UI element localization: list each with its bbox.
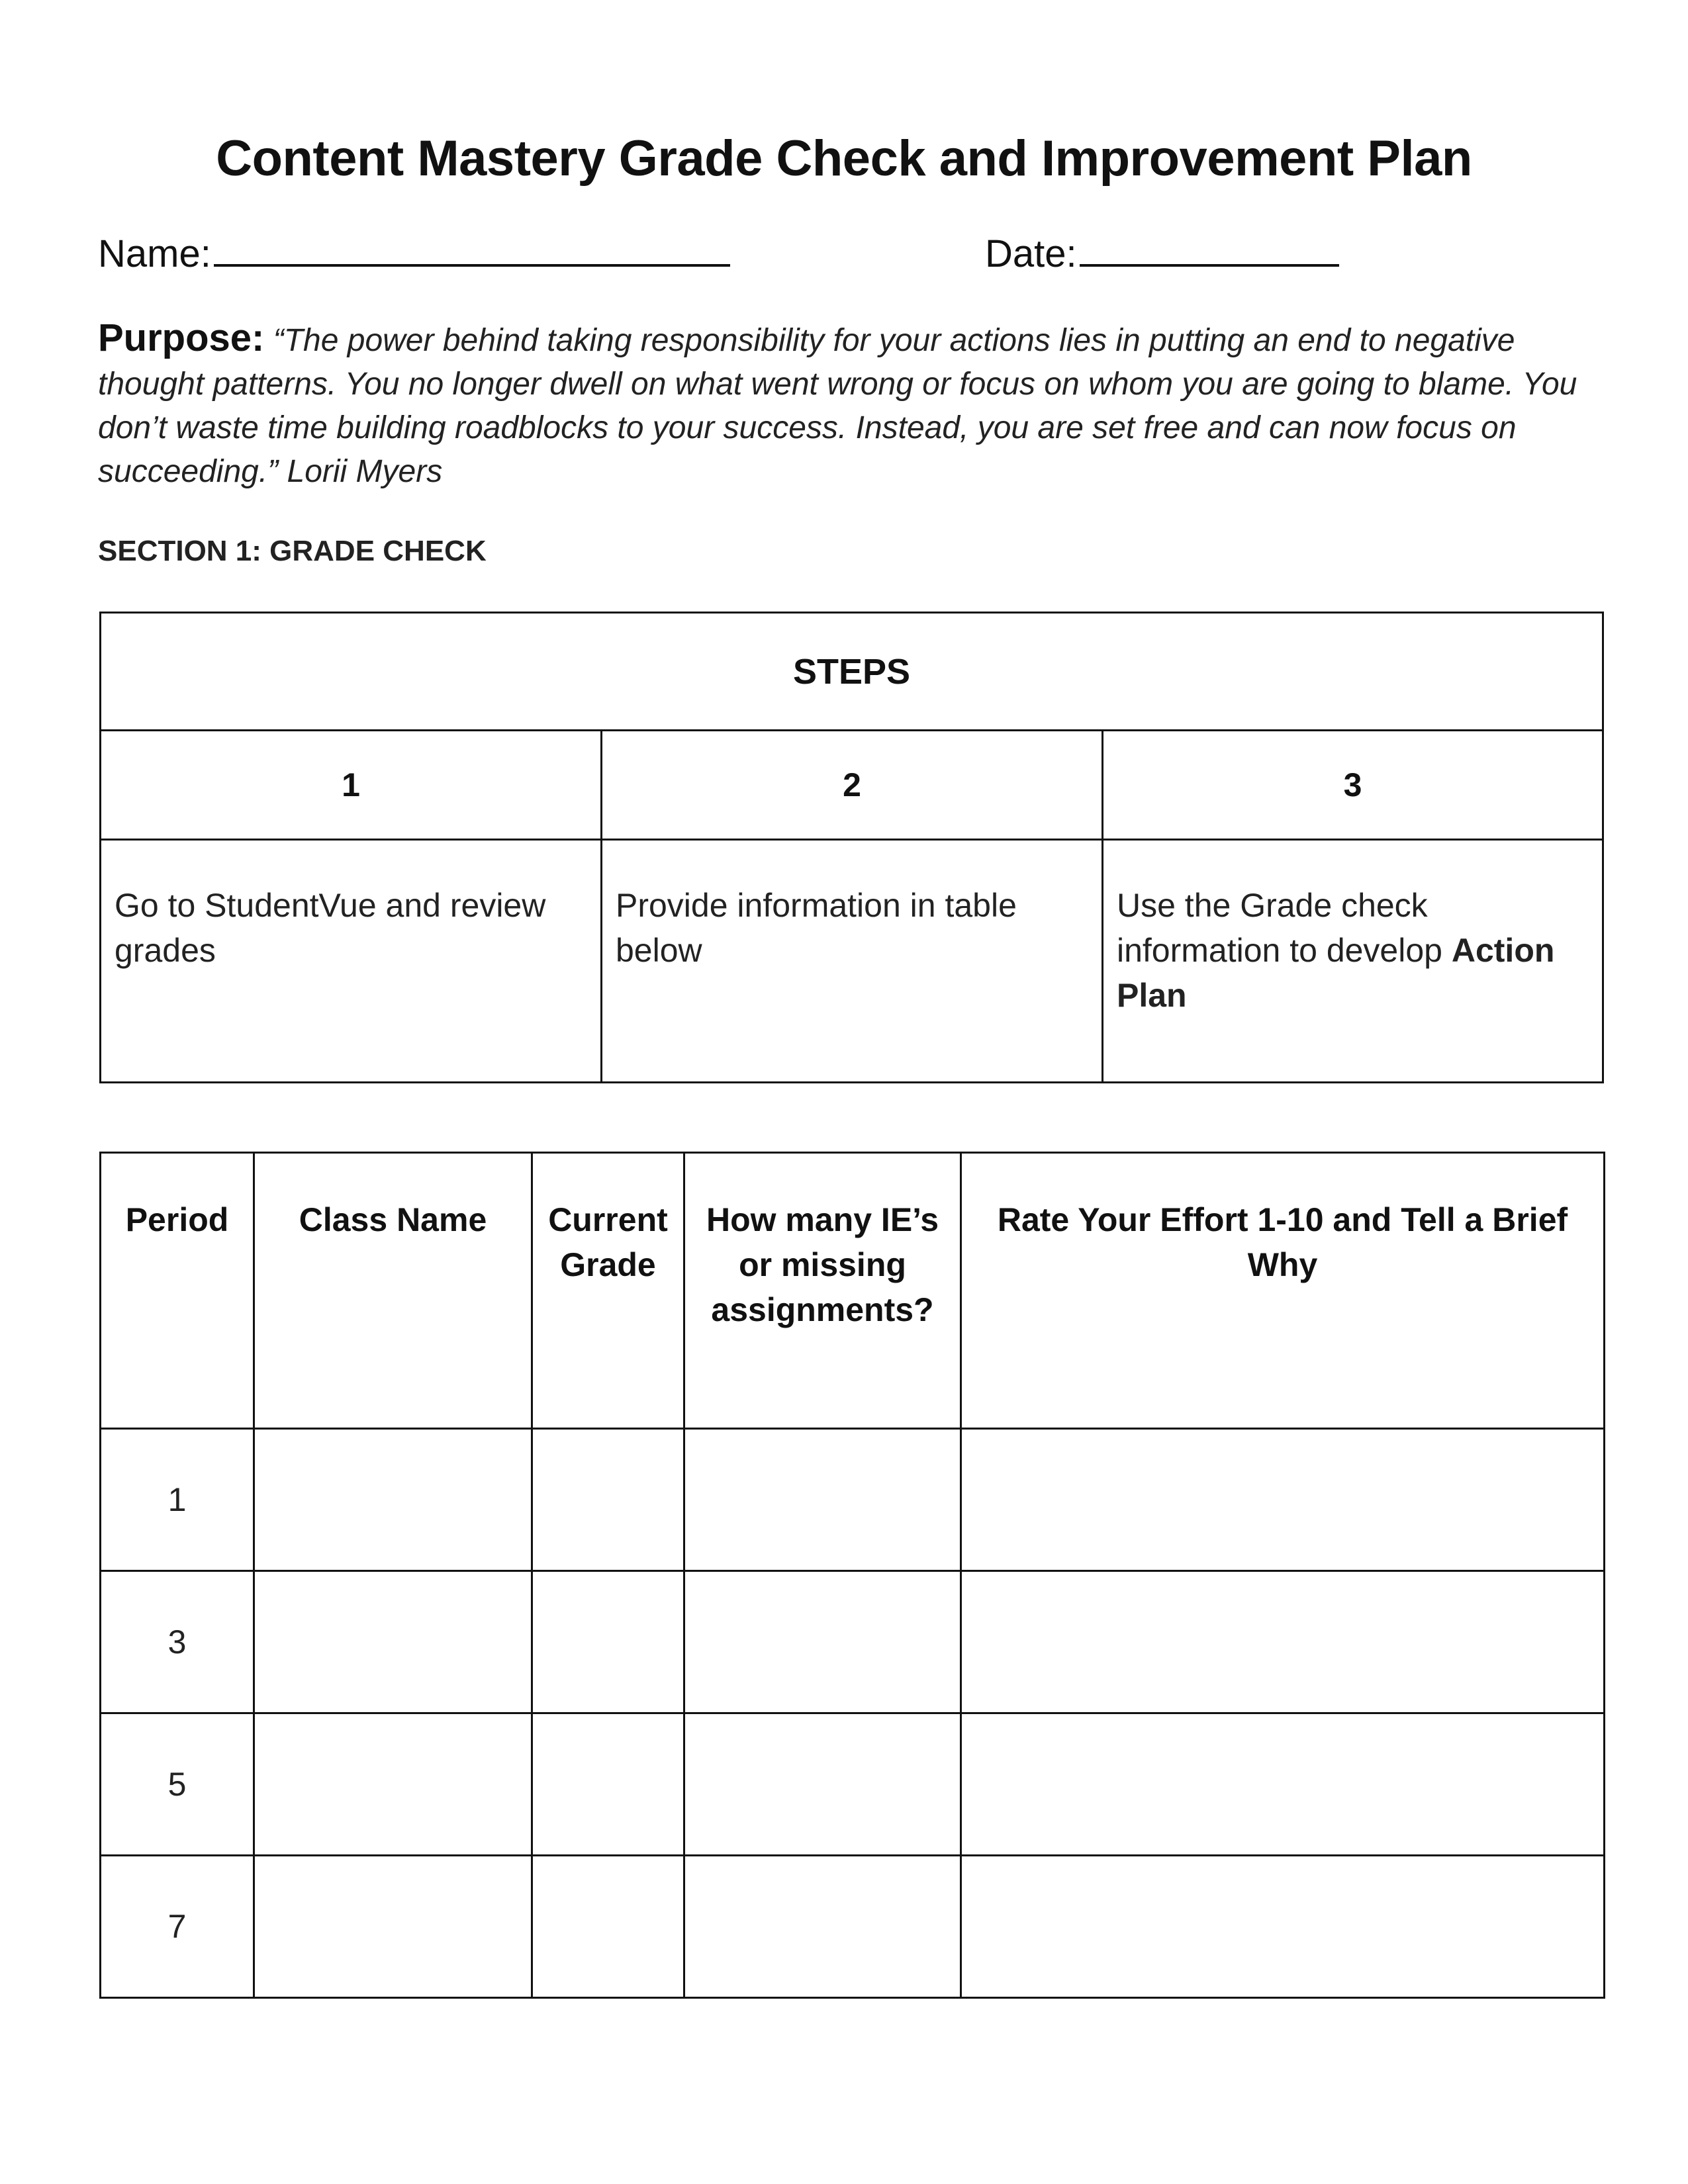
class-name-cell[interactable] [254, 1571, 532, 1713]
steps-table [99, 612, 1604, 1083]
column-header-current-grade: Current Grade [532, 1153, 684, 1429]
section-1-heading: SECTION 1: GRADE CHECK [98, 535, 487, 567]
class-name-cell[interactable] [254, 1713, 532, 1856]
missing-assignments-cell[interactable] [684, 1429, 961, 1571]
table-row [101, 1429, 1605, 1571]
class-name-cell[interactable] [254, 1429, 532, 1571]
column-header-period: Period [101, 1153, 254, 1429]
name-field[interactable] [214, 235, 730, 267]
page-title: Content Mastery Grade Check and Improvement Plan [216, 130, 1472, 187]
date-line [985, 232, 1339, 276]
grade-check-table [99, 1152, 1605, 1999]
period-cell: 7 [101, 1856, 254, 1998]
purpose-paragraph [98, 316, 1587, 494]
table-row [101, 1856, 1605, 1998]
class-name-cell[interactable] [254, 1856, 532, 1998]
current-grade-cell[interactable] [532, 1713, 684, 1856]
column-header-missing-assignments: How many IE’s or missing assignments? [684, 1153, 961, 1429]
period-cell: 1 [101, 1429, 254, 1571]
purpose-quote: “The power behind taking responsibility for your actions lies in putting an end to negative thought patterns. You no longer dwell on what went wrong or focus on whom you are going to blame. You don’t waste time building roadblocks to your success. Instead, you are set free and can now focus on succeeding.” Lorii Myers [98, 323, 1577, 489]
missing-assignments-cell[interactable] [684, 1856, 961, 1998]
period-cell: 5 [101, 1713, 254, 1856]
step-3-description [1103, 840, 1603, 1083]
current-grade-cell[interactable] [532, 1856, 684, 1998]
current-grade-cell[interactable] [532, 1571, 684, 1713]
table-row [101, 1571, 1605, 1713]
steps-header: STEPS [101, 613, 1603, 731]
step-number-1: 1 [101, 731, 602, 840]
name-line [98, 232, 730, 276]
step-1-description [101, 840, 602, 1083]
date-field[interactable] [1080, 235, 1339, 267]
effort-rating-cell[interactable] [961, 1571, 1605, 1713]
step-number-3: 3 [1103, 731, 1603, 840]
column-header-effort-rating: Rate Your Effort 1-10 and Tell a Brief Why [961, 1153, 1605, 1429]
date-label: Date: [985, 232, 1077, 275]
step-3-bold-text: Action Plan [1117, 932, 1555, 1014]
period-cell: 3 [101, 1571, 254, 1713]
effort-rating-cell[interactable] [961, 1713, 1605, 1856]
effort-rating-cell[interactable] [961, 1856, 1605, 1998]
current-grade-cell[interactable] [532, 1429, 684, 1571]
column-header-class-name: Class Name [254, 1153, 532, 1429]
purpose-label: Purpose: [98, 316, 265, 359]
effort-rating-cell[interactable] [961, 1429, 1605, 1571]
name-label: Name: [98, 232, 211, 275]
table-row [101, 1713, 1605, 1856]
step-3-text: Use the Grade check information to develop [1117, 887, 1452, 969]
step-2-text: Provide information in table below [616, 887, 1017, 969]
step-1-text: Go to StudentVue and review grades [115, 887, 546, 969]
missing-assignments-cell[interactable] [684, 1713, 961, 1856]
step-2-description [602, 840, 1103, 1083]
missing-assignments-cell[interactable] [684, 1571, 961, 1713]
step-number-2: 2 [602, 731, 1103, 840]
